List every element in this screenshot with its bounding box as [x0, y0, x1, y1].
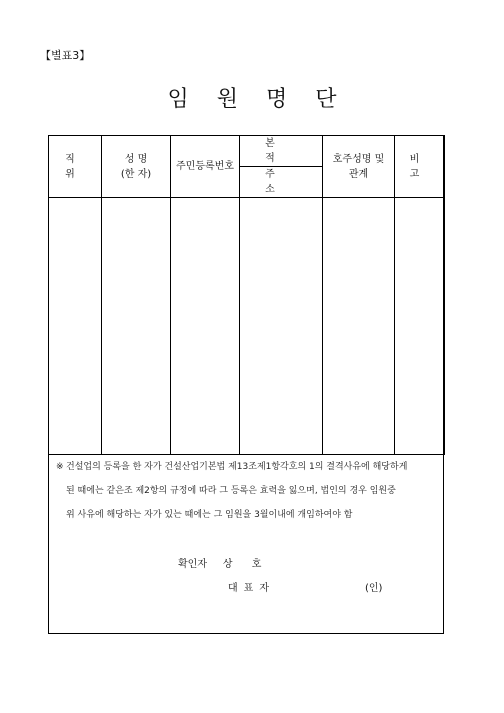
- notes-block: [56, 455, 442, 527]
- confirmer-line: [178, 555, 269, 570]
- annex-label: 【별표3】: [40, 49, 91, 62]
- note-line-1: [56, 455, 442, 479]
- note-line-3: 위 사유에 해당하는 자가 있는 때에는 그 임원을 3월이내에 개임하여야 함: [66, 510, 353, 520]
- confirmer-label: 확인자: [178, 559, 207, 570]
- entry-position[interactable]: [49, 198, 102, 455]
- header-rrn: 주민등록번호: [171, 136, 240, 198]
- header-row: [49, 136, 445, 167]
- header-remarks: 비 고: [395, 136, 445, 198]
- header-name-bottom: (한 자): [120, 168, 152, 180]
- header-position: 직 위: [49, 136, 102, 198]
- note-bullet: ※: [56, 462, 64, 472]
- entry-rrn[interactable]: [171, 198, 240, 455]
- entry-remarks[interactable]: [395, 198, 445, 455]
- seal-label: (인): [365, 583, 383, 594]
- officer-table: [48, 135, 445, 455]
- entry-family[interactable]: [323, 198, 395, 455]
- page-title: 임원명단: [167, 87, 365, 112]
- header-family: [323, 136, 395, 198]
- note-text-1: 건설업의 등록을 한 자가 건설산업기본법 제13조제1항각호의 1의 결격사유에 해당하게: [66, 462, 408, 472]
- header-family-bottom: 관계: [348, 168, 369, 180]
- entry-address[interactable]: [240, 198, 323, 455]
- representative-label: 대표자: [228, 583, 275, 594]
- entry-name[interactable]: [102, 198, 171, 455]
- header-name-top: 성 명: [124, 153, 148, 165]
- header-name: [102, 136, 171, 198]
- entry-row: [49, 198, 445, 455]
- header-family-top: 호주성명 및: [332, 153, 385, 165]
- note-line-2: 된 때에는 같은조 제2항의 규정에 따라 그 등록은 효력을 잃으며, 법인의 경우 임원중: [66, 486, 396, 496]
- header-domicile: 본 적: [240, 136, 323, 167]
- header-address: 주 소: [240, 167, 323, 198]
- company-label: 상 호: [222, 559, 270, 570]
